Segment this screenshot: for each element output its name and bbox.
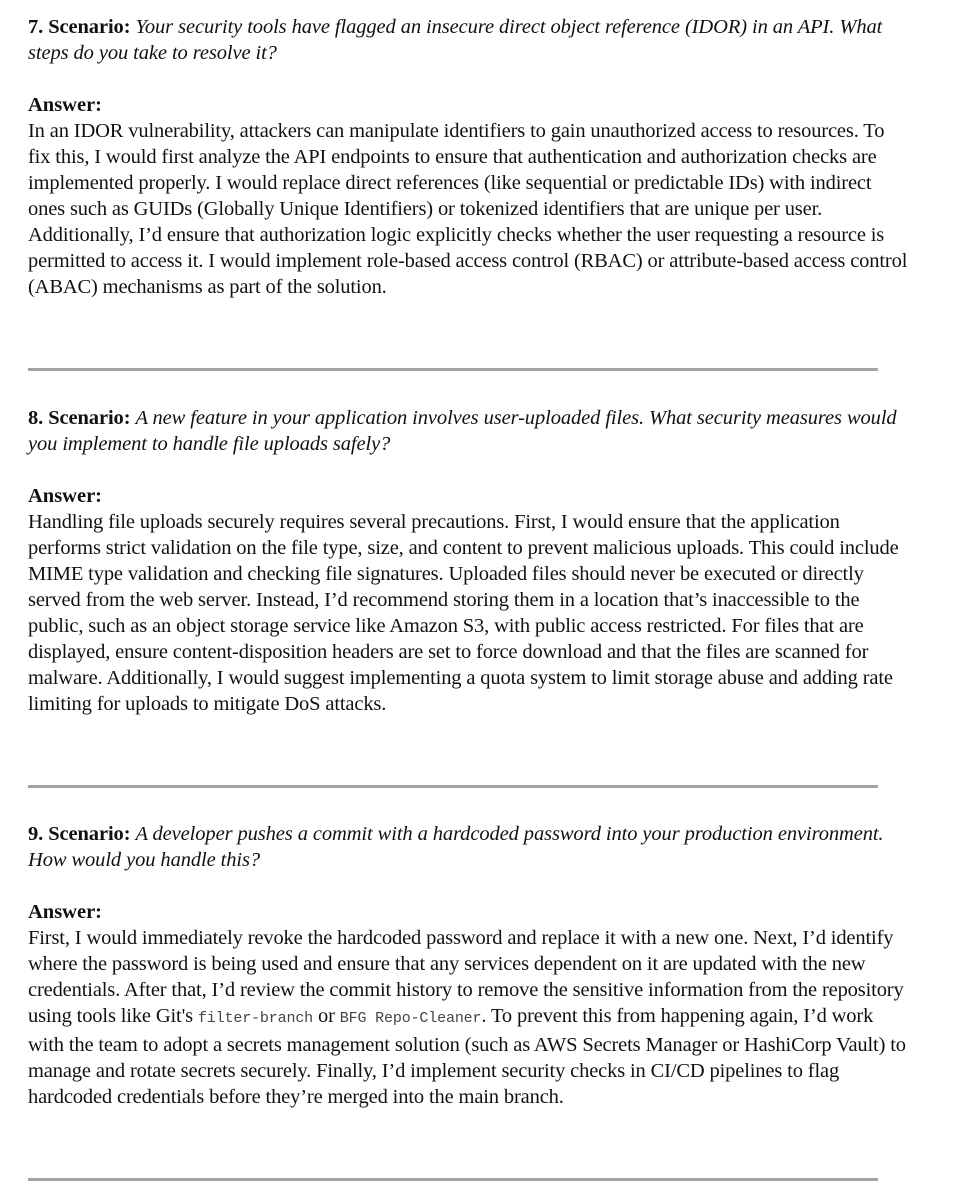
answer-label: Answer:	[28, 901, 103, 923]
inline-code-filter-branch: filter-branch	[197, 1010, 314, 1027]
answer-text: Handling file uploads securely requires several precautions. First, I would ensure that the application performs strict validation on the file type, size, and content to prevent malicious uploads. This could include MIME type validation and checking file signatures. Uploaded files should never be executed or directly served from the web server. Instead, I’d recommend storing them in a location that’s inaccessible to the public, such as an object storage service like Amazon S3, with public access restricted. For files that are displayed, ensure content-disposition headers are set to force download and that the files are scanned for malware. Additionally, I would suggest implementing a quota system to limit storage abuse and adding rate limiting for uploads to mitigate DoS attacks.	[28, 511, 899, 715]
answer-label: Answer:	[28, 485, 103, 507]
question-text: Your security tools have flagged an insecure direct object reference (IDOR) in an API. What steps do you take to resolve it?	[28, 16, 883, 64]
question-heading	[28, 14, 908, 66]
question-number-label: 8. Scenario:	[28, 407, 131, 429]
inline-code-bfg-repo-cleaner: BFG Repo-Cleaner	[339, 1010, 482, 1027]
question-number-label: 9. Scenario:	[28, 823, 131, 845]
answer-text	[28, 925, 908, 1110]
answer-text-part: First, I would immediately revoke the hardcoded password and replace it with a new one. Next, I’d identify where the password is being used and ensure that any services dependent on it are updated with the new credentials. After that, I’d review the commit history to remove the sensitive information from the repository using tools like Git's	[28, 927, 904, 1027]
answer-text-part: or	[313, 1005, 340, 1027]
question-number-label: 7. Scenario:	[28, 16, 131, 38]
question-heading	[28, 405, 908, 457]
question-7	[28, 14, 908, 300]
answer-text: In an IDOR vulnerability, attackers can manipulate identifiers to gain unauthorized access to resources. To fix this, I would first analyze the API endpoints to ensure that authentication and authorization checks are implemented properly. I would replace direct references (like sequential or predictable IDs) with indirect ones such as GUIDs (Globally Unique Identifiers) or tokenized identifiers that are unique per user. Additionally, I’d ensure that authorization logic explicitly checks whether the user requesting a resource is permitted to access it. I would implement role-based access control (RBAC) or attribute-based access control (ABAC) mechanisms as part of the solution.	[28, 120, 908, 298]
answer-text-part: . To prevent this from happening again, I’d work with the team to adopt a secrets management solution (such as AWS Secrets Manager or HashiCorp Vault) to manage and rotate secrets securely. Finally, I’d implement security checks in CI/CD pipelines to flag hardcoded credentials before they’re merged into the main branch.	[28, 1005, 906, 1108]
question-9	[28, 821, 908, 1110]
section-divider	[28, 1178, 878, 1181]
question-text: A developer pushes a commit with a hardcoded password into your production environment. How would you handle this?	[28, 823, 884, 871]
question-8	[28, 405, 908, 717]
question-heading	[28, 821, 908, 873]
question-text: A new feature in your application involves user-uploaded files. What security measures would you implement to handle file uploads safely?	[28, 407, 897, 455]
section-divider	[28, 785, 878, 788]
answer-label: Answer:	[28, 94, 103, 116]
section-divider	[28, 368, 878, 371]
